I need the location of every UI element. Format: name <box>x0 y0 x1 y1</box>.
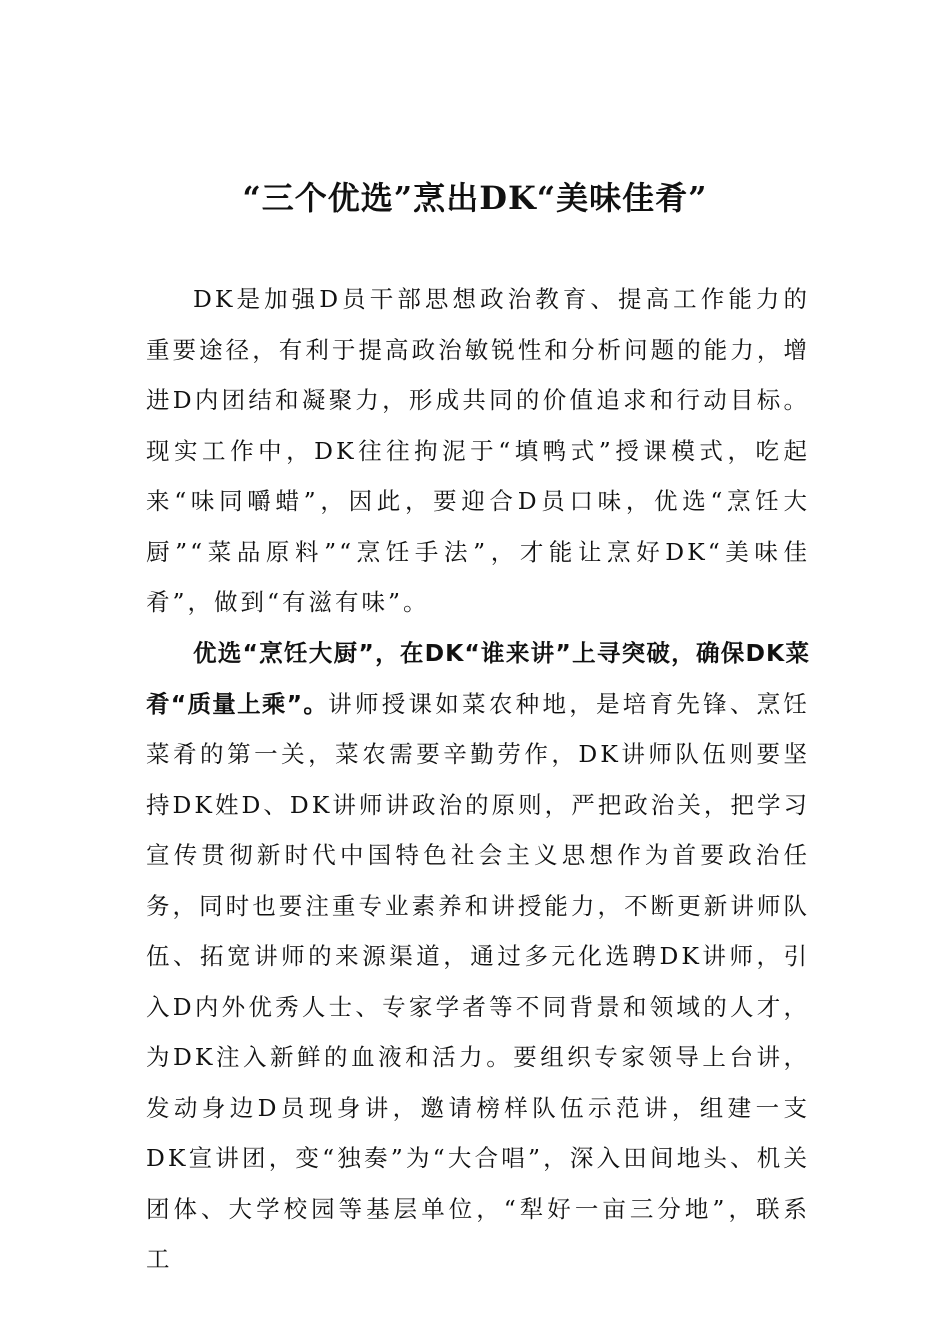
paragraph-intro <box>146 274 810 628</box>
paragraph-section-1-lead: 优选“烹饪大厨”，在DK“谁来讲”上寻突破，确保DK菜肴“质量上乘”。 <box>146 639 810 718</box>
document-title: “三个优选”烹出DK“美味佳肴” <box>242 179 708 217</box>
paragraph-intro-text: DK是加强D员干部思想政治教育、提高工作能力的重要途径，有利于提高政治敏锐性和分析问题的能力，增进D内团结和凝聚力，形成共同的价值追求和行动目标。现实工作中，DK往往拘泥于“填鸭式”授课模式，吃起来“味同嚼蜡”，因此，要迎合D员口味，优选“烹饪大厨”“菜品原料”“烹饪手法”，才能让烹好DK“美味佳肴”，做到“有滋有味”。 <box>146 285 810 616</box>
paragraph-section-1 <box>146 628 810 1285</box>
paragraph-section-1-text: 讲师授课如菜农种地，是培育先锋、烹饪菜肴的第一关，菜农需要辛勤劳作，DK讲师队伍则要坚持DK姓D、DK讲师讲政治的原则，严把政治关，把学习宣传贯彻新时代中国特色社会主义思想作为首要政治任务，同时也要注重专业素养和讲授能力，不断更新讲师队伍、拓宽讲师的来源渠道，通过多元化选聘DK讲师，引入D内外优秀人士、专家学者等不同背景和领域的人才，为DK注入新鲜的血液和活力。要组织专家领导上台讲，发动身边D员现身讲，邀请榜样队伍示范讲，组建一支DK宣讲团，变“独奏”为“大合唱”，深入田间地头、机关团体、大学校园等基层单位，“犁好一亩三分地”，联系工 <box>146 689 811 1273</box>
